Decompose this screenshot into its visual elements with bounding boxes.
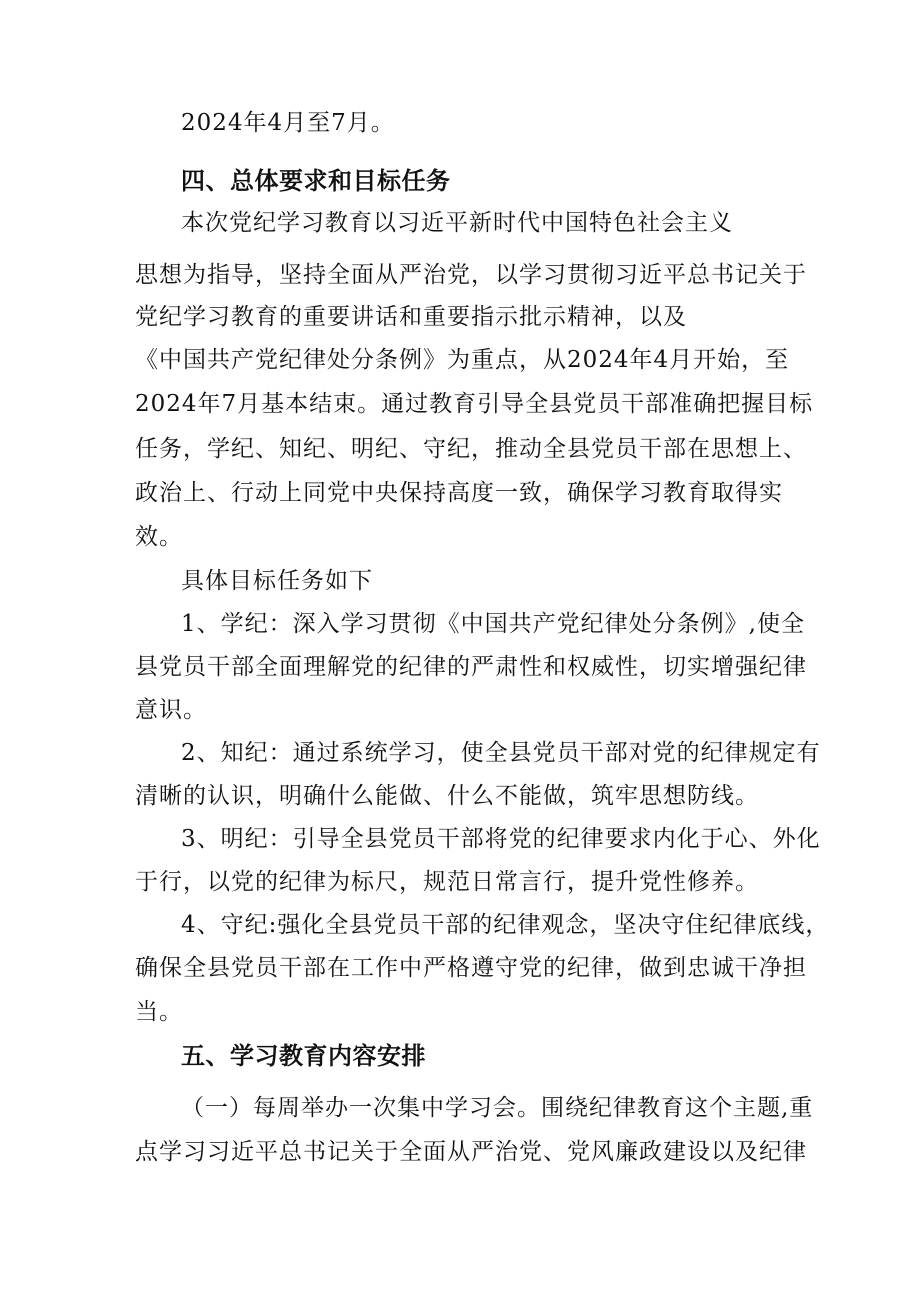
paragraph-line: 点学习习近平总书记关于全面从严治党、党风廉政建设以及纪律 [135, 1139, 807, 1165]
list-item-4-line: 4、守纪:强化全县党员干部的纪律观念，坚决守住纪律底线， [181, 912, 830, 938]
paragraph-line: 效。 [135, 524, 183, 550]
paragraph-line: 《中国共产党纪律处分条例》为重点，从2024年4月开始，至 [135, 347, 790, 373]
list-item-2-line: 2、知纪：通过系统学习，使全县党员干部对党的纪律规定有 [181, 740, 821, 766]
list-item-1-line: 县党员干部全面理解党的纪律的严肃性和权威性，切实增强纪律 [135, 654, 807, 680]
section-heading-5: 五、学习教育内容安排 [181, 1042, 426, 1070]
list-item-2-line: 清晰的认识，明确什么能做、什么不能做，筑牢思想防线。 [135, 783, 759, 809]
paragraph-line: 思想为指导，坚持全面从严治党，以学习贯彻习近平总书记关于 [135, 262, 807, 288]
list-item-3-line: 3、明纪：引导全县党员干部将党的纪律要求内化于心、外化 [181, 826, 821, 852]
list-item-4-line: 当。 [135, 999, 183, 1025]
paragraph-line: 党纪学习教育的重要讲话和重要指示批示精神，以及 [135, 304, 687, 330]
paragraph-line: 本次党纪学习教育以习近平新时代中国特色社会主义 [181, 210, 733, 236]
text-line-period-end: 2024年4月至7月。 [181, 110, 395, 136]
paragraph-line: （一）每周举办一次集中学习会。围绕纪律教育这个主题,重 [181, 1095, 814, 1121]
list-item-4-line: 确保全县党员干部在工作中严格遵守党的纪律，做到忠诚干净担 [135, 955, 807, 981]
list-item-3-line: 于行，以党的纪律为标尺，规范日常言行，提升党性修养。 [135, 869, 759, 895]
paragraph-line: 2024年7月基本结束。通过教育引导全县党员干部准确把握目标 [135, 391, 814, 417]
paragraph-line: 政治上、行动上同党中央保持高度一致，确保学习教育取得实 [135, 480, 783, 506]
list-item-1-line: 意识。 [135, 697, 207, 723]
paragraph-line: 任务，学纪、知纪、明纪、守纪，推动全县党员干部在思想上、 [135, 436, 807, 462]
paragraph-line: 具体目标任务如下 [181, 568, 373, 594]
list-item-1-line: 1、学纪：深入学习贯彻《中国共产党纪律处分条例》,使全 [181, 611, 805, 637]
section-heading-4: 四、总体要求和目标任务 [181, 167, 451, 195]
